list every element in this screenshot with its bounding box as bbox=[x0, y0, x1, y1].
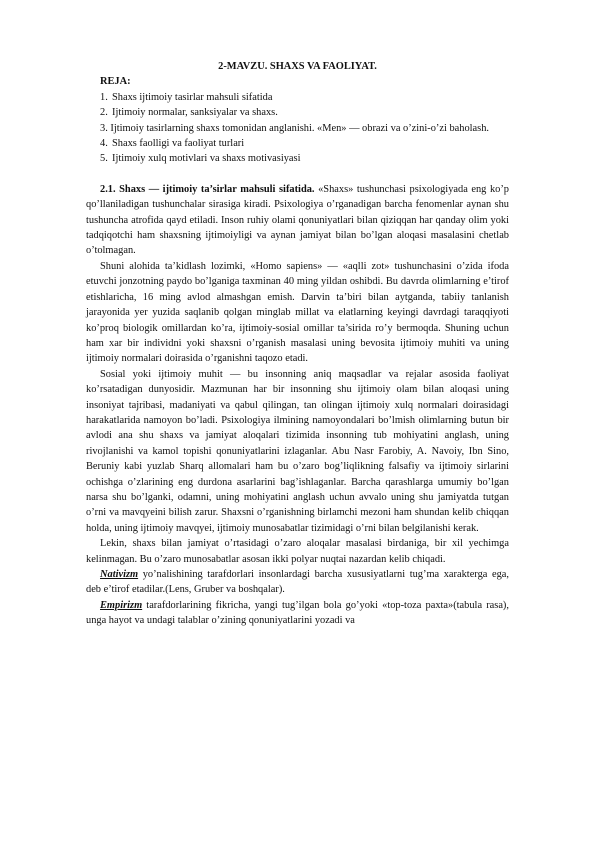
spacer bbox=[86, 167, 509, 182]
section-heading: 2.1. Shaxs — ijtimoiy ta’sirlar mahsuli sifatida. bbox=[100, 183, 315, 195]
plan-label: REJA: bbox=[100, 76, 131, 88]
paragraph-empirizm bbox=[86, 598, 509, 629]
term-nativizm: Nativizm bbox=[100, 569, 139, 580]
plan-item-number: 3. bbox=[100, 122, 108, 134]
plan-item bbox=[86, 121, 509, 136]
paragraph-nativizm bbox=[86, 567, 509, 598]
paragraph: Sosial yoki ijtimoiy muhit — bu insonning aniq maqsadlar va rejalar asosida faoliyat ko’rsatadigan dunyosidir. Mazmunan har bir insonning shu ijtimoiy olam bilan aloqasi uning insoniyat tajribasi, madaniyati va qabul qilingan, tan olingan ijtimoiy xulq normalari doirasidagi harakatlarida namoyon bo’ladi. Psixologiya ilmining namoyondalari bo’lmish olimlarning butun bir avlodi ana shu shaxs va jamiyat aloqalari tizimida insonning tub mohiyatini anglash, uning rivojlanishi va kamol topishi qonuniyatlarini izlaganlar. Abu Nasr Farobiy, A. Navoiy, Ibn Sino, Beruniy kabi yuzlab Sharq allomalari ham bu o’zaro bog’liqlikning falsafiy va ijtimoiy sirlarini ochishga o’zlarining eng durdona asarlarini bag’ishlaganlar. Barcha qarashlarga umumiy bo’lgan narsa shu bo’lganki, odamni, uning mohiyatini anglash uchun avvalo uning shu jamiyatda tutgan o’rni va mavqyeini bilish zarur. Shaxsni o’rganishning birlamchi mezoni ham shundan kelib chiqqan holda, uning ijtimoiy mavqyei, ijtimoiy munosabatlar tizimidagi o’rni bilan belgilanishi kerak. bbox=[86, 368, 509, 534]
paragraph: Shuni alohida ta’kidlash lozimki, «Homo sapiens» — «aqlli zot» tushunchasini o’zida ifoda etuvchi jonzotning paydo bo’lganiga taxminan 40 ming yildan oshibdi. Bu davrda olimlarning e’tirof etishlaricha, 16 ming avlod almashgan emish. Darvin ta’biri bilan aytganda, tabiiy tanlanish jarayonida yer yuzida saqlanib qolgan minglab millat va elatlarning keyingi davrdagi taraqqiyoti ko’proq biologik omillardan ko’ra, ijtimoiy-sosial omillar ta’sirida ro’y bermoqda. Shuning uchun ham xar bir individni yoki shaxsni o’rganish masalasi uning bevosita ijtimoiy muhiti va uning ijtimoiy normalari doirasida o’rganishni taqozo etadi. bbox=[86, 260, 509, 365]
plan-item-text: Ijtimoiy xulq motivlari va shaxs motivasiyasi bbox=[112, 153, 301, 165]
page-title: 2-MAVZU. SHAXS VA FAOLIYAT. bbox=[218, 61, 377, 72]
paragraph-text: «Shaxs» tushunchasi psixologiyada eng ko’p qo’llaniladigan tushunchalar sirasiga kiradi. Psixologiya o’rganadigan barcha fenomenlar aynan shu tushuncha atrofida qayd etiladi. Inson ruhiy olami qonuniyatlari bilan qiziqqan har qanday olim yoki tadqiqotchi ham shaxsning ijtimoiyligi va aynan jamiyat bilan bo’lgan aloqasi masalasini chetlab o’tolmagan. bbox=[86, 183, 509, 257]
plan-list bbox=[86, 90, 509, 167]
term-empirizm: Empirizm bbox=[100, 599, 143, 611]
plan-item-number: 2. bbox=[100, 107, 108, 119]
paragraph-intro bbox=[86, 182, 509, 259]
paragraph: Lekin, shaxs bilan jamiyat o’rtasidagi o’zaro aloqalar masalasi birdaniga, bir xil yechimga kelinmagan. Bu o’zaro munosabatlar asosan ikki polyar nuqtai nazardan kelib chiqadi. bbox=[86, 538, 509, 565]
paragraph-text: yo’nalishining tarafdorlari insonlardagi barcha xususiyatlarni tug’ma xarakterga ega, deb e’tirof etadilar.(Lens, Gruber va boshqalar). bbox=[86, 569, 509, 596]
plan-item bbox=[100, 105, 509, 120]
plan-item-text: Ijtimoiy normalar, sanksiyalar va shaxs. bbox=[112, 107, 278, 119]
document-page bbox=[86, 59, 509, 629]
plan-item-text: Shaxs faolligi va faoliyat turlari bbox=[112, 138, 245, 150]
plan-item-number: 4. bbox=[100, 138, 108, 150]
plan-item-number: 1. bbox=[100, 91, 108, 103]
plan-item bbox=[100, 136, 509, 151]
paragraph-text: tarafdorlarining fikricha, yangi tug’ilgan bola go’yoki «top-toza paxta»(tabula rasa), unga hayot va undagi talablar o’zining qonuniyatlarini yozadi va bbox=[86, 599, 509, 627]
plan-item-text: Shaxs ijtimoiy tasirlar mahsuli sifatida bbox=[112, 91, 273, 103]
plan-item-number: 5. bbox=[100, 153, 108, 165]
plan-item-text: Ijtimoiy tasirlarning shaxs tomonidan anglanishi. «Men» — obrazi va o’zini-o’zi baholash. bbox=[110, 122, 490, 134]
plan-item bbox=[100, 151, 509, 166]
plan-item bbox=[100, 90, 509, 105]
